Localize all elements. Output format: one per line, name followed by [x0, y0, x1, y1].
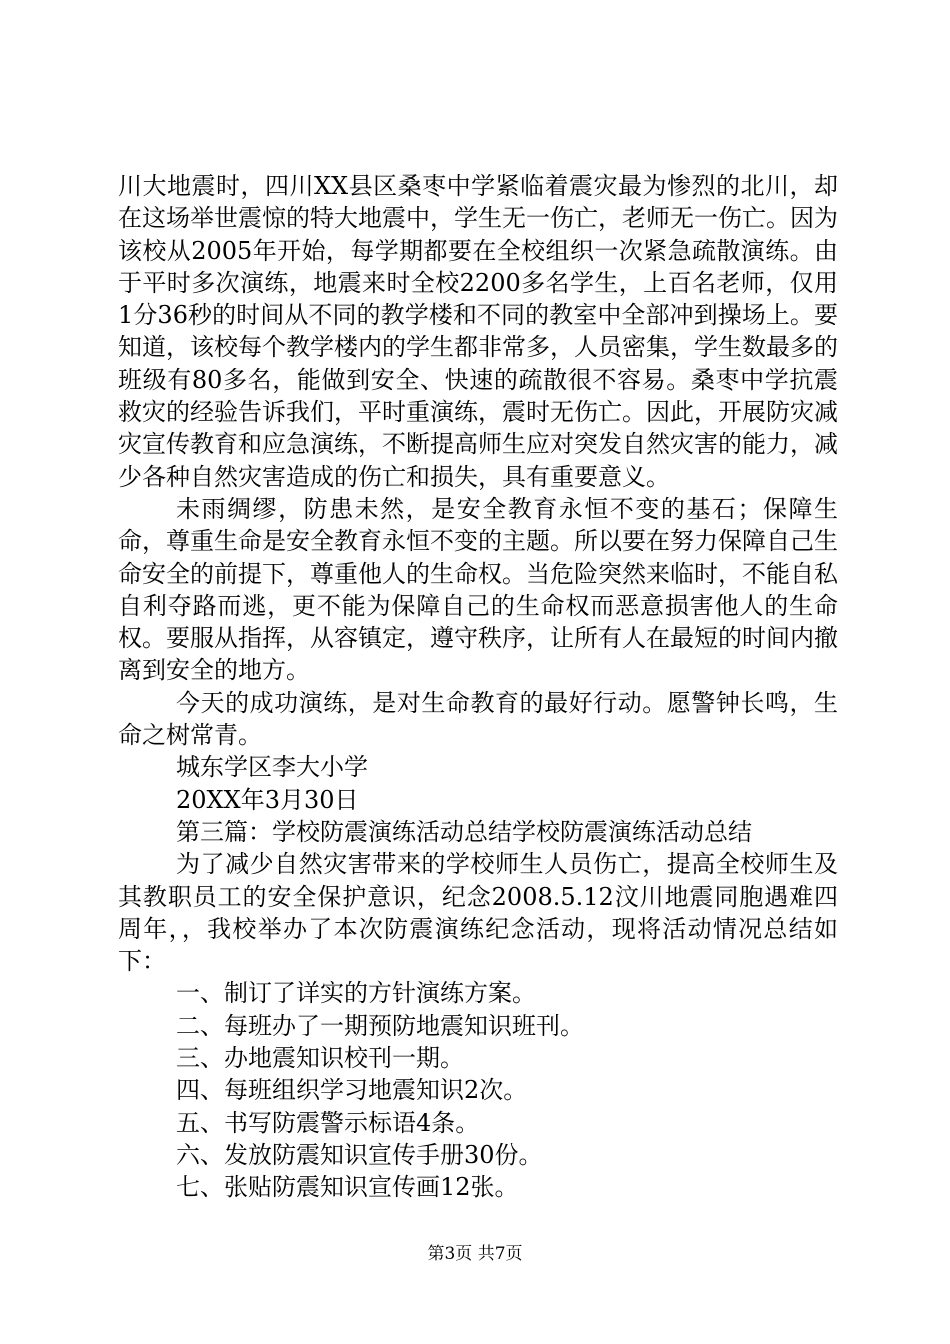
document-body [118, 170, 838, 1204]
signature-school: 城东学区李大小学 [176, 753, 368, 782]
list-item: 四、每班组织学习地震知识2次。 [176, 1076, 528, 1105]
paragraph-safety-education: 未雨绸缪，防患未然，是安全教育永恒不变的基石；保障生命，尊重生命是安全教育永恒不变的主题。所以要在努力保障自己生命安全的前提下，尊重他人的生命权。当危险突然来临时，不能自私自利夺路而逃，更不能为保障自己的生命权而恶意损害他人的生命权。要服从指挥，从容镇定，遵守秩序，让所有人在最短的时间内撤离到安全的地方。 [118, 494, 838, 685]
paragraph-intro: 为了减少自然灾害带来的学校师生人员伤亡，提高全校师生及其教职员工的安全保护意识，纪念2008.5.12汶川地震同胞遇难四周年，，我校举办了本次防震演练纪念活动，现将活动情况总结如下： [118, 850, 838, 976]
list-item: 七、张贴防震知识宣传画12张。 [176, 1173, 519, 1202]
section-heading: 第三篇：学校防震演练活动总结学校防震演练活动总结 [176, 817, 752, 846]
list-item: 五、书写防震警示标语4条。 [176, 1108, 480, 1137]
list-item: 六、发放防震知识宣传手册30份。 [176, 1140, 543, 1169]
paragraph-conclusion: 今天的成功演练，是对生命教育的最好行动。愿警钟长鸣，生命之树常青。 [118, 688, 838, 750]
page-number: 第3页 共7页 [427, 1244, 523, 1264]
signature-date: 20XX年3月30日 [176, 785, 359, 814]
paragraph-continuation: 川大地震时，四川XX县区桑枣中学紧临着震灾最为惨烈的北川，却在这场举世震惊的特大地震中，学生无一伤亡，老师无一伤亡。因为该校从2005年开始，每学期都要在全校组织一次紧急疏散演练。由于平时多次演练，地震来时全校2200多名学生，上百名老师，仅用1分36秒的时间从不同的教学楼和不同的教室中全部冲到操场上。要知道，该校每个教学楼内的学生都非常多，人员密集，学生数最多的班级有80多名，能做到安全、快速的疏散很不容易。桑枣中学抗震救灾的经验告诉我们，平时重演练，震时无伤亡。因此，开展防灾减灾宣传教育和应急演练，不断提高师生应对突发自然灾害的能力，减少各种自然灾害造成的伤亡和损失，具有重要意义。 [118, 172, 838, 491]
list-item: 二、每班办了一期预防地震知识班刊。 [176, 1011, 584, 1040]
list-item: 三、办地震知识校刊一期。 [176, 1044, 464, 1073]
list-item: 一、制订了详实的方针演练方案。 [176, 979, 536, 1008]
